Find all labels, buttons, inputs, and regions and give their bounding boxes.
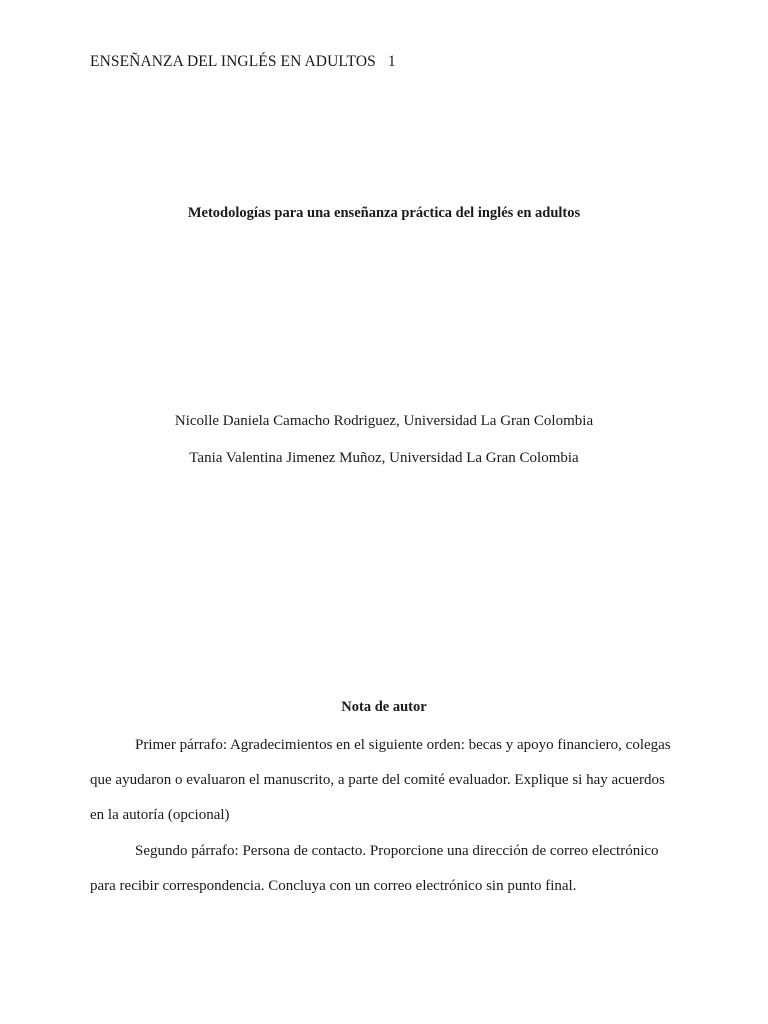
paragraph-1-line-1: Primer párrafo: Agradecimientos en el siguiente orden: becas y apoyo financiero, colegas bbox=[135, 737, 671, 753]
paragraph-2-line-1: Segundo párrafo: Persona de contacto. Proporcione una dirección de correo electrónico bbox=[135, 843, 659, 859]
paragraph-1-line-2: que ayudaron o evaluaron el manuscrito, a parte del comité evaluador. Explique si hay acuerdos bbox=[90, 772, 665, 788]
author-note-paragraph-1 bbox=[90, 728, 690, 833]
paper-title: Metodologías para una enseñanza práctica del inglés en adultos bbox=[187, 205, 581, 221]
author-line-2: Tania Valentina Jimenez Muñoz, Universidad La Gran Colombia bbox=[189, 450, 579, 466]
author-note-paragraph-2 bbox=[90, 834, 690, 904]
paragraph-1-line-3: en la autoría (opcional) bbox=[90, 807, 230, 823]
author-line-1: Nicolle Daniela Camacho Rodriguez, Universidad La Gran Colombia bbox=[174, 413, 594, 429]
running-head-text: ENSEÑANZA DEL INGLÉS EN ADULTOS bbox=[90, 53, 376, 70]
paragraph-2-line-2: para recibir correspondencia. Concluya con un correo electrónico sin punto final. bbox=[90, 878, 577, 894]
running-head bbox=[90, 53, 396, 71]
page-number: 1 bbox=[387, 53, 396, 70]
author-note-heading: Nota de autor bbox=[341, 699, 427, 715]
